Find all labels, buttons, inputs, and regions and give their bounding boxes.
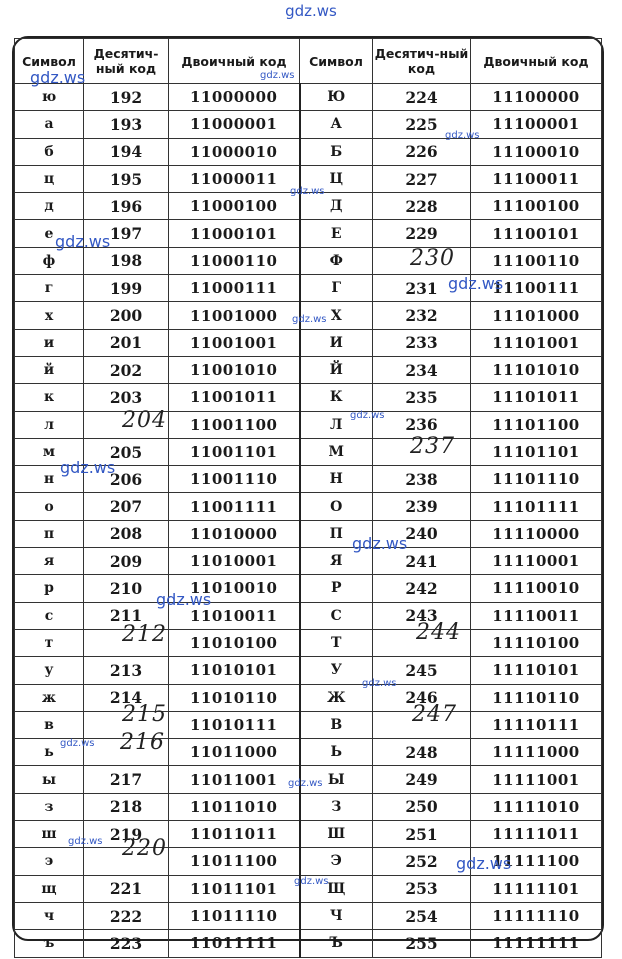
binary-cell: 11100100: [471, 193, 602, 220]
binary-cell: 11110010: [471, 575, 602, 602]
table-row: [15, 548, 602, 575]
binary-cell: 11100000: [471, 84, 602, 111]
binary-cell: 11010000: [169, 520, 300, 547]
symbol-cell: Я: [300, 548, 373, 575]
decimal-cell: 238: [373, 466, 471, 493]
symbol-cell: п: [15, 520, 84, 547]
table-row: [15, 84, 602, 111]
symbol-cell: Й: [300, 356, 373, 383]
decimal-cell: 233: [373, 329, 471, 356]
table-row: [15, 821, 602, 848]
table-row: [15, 384, 602, 411]
symbol-cell: ф: [15, 247, 84, 274]
symbol-cell: Щ: [300, 875, 373, 902]
binary-cell: 11000011: [169, 165, 300, 192]
symbol-cell: Л: [300, 411, 373, 438]
table-row: [15, 657, 602, 684]
table-row: [15, 739, 602, 766]
decimal-cell: 209: [84, 548, 169, 575]
watermark: gdz.ws: [290, 186, 325, 197]
decimal-cell: 226: [373, 138, 471, 165]
table-row: [15, 329, 602, 356]
symbol-cell: М: [300, 438, 373, 465]
decimal-cell: 213: [84, 657, 169, 684]
header-binary-2: Двоичный код: [471, 39, 602, 84]
symbol-cell: Ж: [300, 684, 373, 711]
decimal-cell: 255: [373, 930, 471, 957]
handwritten-247: 247: [412, 702, 457, 727]
symbol-cell: ч: [15, 902, 84, 929]
decimal-cell: 251: [373, 821, 471, 848]
handwritten-212: 212: [122, 622, 167, 647]
symbol-cell: з: [15, 793, 84, 820]
symbol-cell: и: [15, 329, 84, 356]
binary-cell: 11111000: [471, 739, 602, 766]
binary-cell: 11101000: [471, 302, 602, 329]
header-decimal-2: Десятич-ный код: [373, 39, 471, 84]
table-row: [15, 111, 602, 138]
handwritten-220: 220: [122, 836, 167, 861]
binary-cell: 11100101: [471, 220, 602, 247]
decimal-cell: 205: [84, 438, 169, 465]
symbol-cell: С: [300, 602, 373, 629]
header-symbol: Символ: [15, 39, 84, 84]
symbol-cell: г: [15, 275, 84, 302]
decimal-cell: 240: [373, 520, 471, 547]
header-symbol-2: Символ: [300, 39, 373, 84]
decimal-cell: 236: [373, 411, 471, 438]
decimal-cell: 225: [373, 111, 471, 138]
watermark: gdz.ws: [448, 274, 504, 293]
watermark: gdz.ws: [292, 314, 327, 325]
decimal-cell: 228: [373, 193, 471, 220]
binary-cell: 11110100: [471, 629, 602, 656]
symbol-cell: Ч: [300, 902, 373, 929]
binary-cell: 11111001: [471, 766, 602, 793]
binary-cell: 11100010: [471, 138, 602, 165]
binary-cell: 11100111: [471, 275, 602, 302]
handwritten-237: 237: [410, 434, 455, 459]
table-row: [15, 275, 602, 302]
watermark: gdz.ws: [456, 854, 512, 873]
binary-cell: 11011011: [169, 821, 300, 848]
symbol-cell: р: [15, 575, 84, 602]
watermark: gdz.ws: [156, 590, 212, 609]
binary-cell: 11001001: [169, 329, 300, 356]
binary-cell: 11011100: [169, 848, 300, 875]
symbol-cell: о: [15, 493, 84, 520]
table-row: [15, 356, 602, 383]
binary-cell: 11111111: [471, 930, 602, 957]
binary-cell: 11110011: [471, 602, 602, 629]
symbol-cell: ю: [15, 84, 84, 111]
decimal-cell: 198: [84, 247, 169, 274]
watermark: gdz.ws: [55, 232, 111, 251]
watermark: gdz.ws: [60, 458, 116, 477]
binary-cell: 11001101: [169, 438, 300, 465]
symbol-cell: а: [15, 111, 84, 138]
symbol-cell: У: [300, 657, 373, 684]
symbol-cell: Ы: [300, 766, 373, 793]
decimal-cell: 195: [84, 165, 169, 192]
table-row: [15, 848, 602, 875]
decimal-cell: 218: [84, 793, 169, 820]
symbol-cell: т: [15, 629, 84, 656]
decimal-cell: 224: [373, 84, 471, 111]
decimal-cell: 211: [84, 602, 169, 629]
binary-cell: 11010100: [169, 629, 300, 656]
decimal-cell: 219: [84, 821, 169, 848]
symbol-cell: л: [15, 411, 84, 438]
decimal-cell: 223: [84, 930, 169, 957]
symbol-cell: я: [15, 548, 84, 575]
binary-cell: 11000010: [169, 138, 300, 165]
binary-cell: 11011010: [169, 793, 300, 820]
top-watermark: gdz.ws: [285, 2, 337, 20]
watermark: gdz.ws: [445, 130, 480, 141]
watermark: gdz.ws: [68, 836, 103, 847]
binary-cell: 11011000: [169, 739, 300, 766]
binary-cell: 11101111: [471, 493, 602, 520]
table-row: [15, 902, 602, 929]
binary-cell: 11110111: [471, 711, 602, 738]
binary-cell: 11001110: [169, 466, 300, 493]
symbol-cell: в: [15, 711, 84, 738]
decimal-cell: 193: [84, 111, 169, 138]
decimal-cell: 245: [373, 657, 471, 684]
symbol-cell: Э: [300, 848, 373, 875]
decimal-cell: 207: [84, 493, 169, 520]
symbol-cell: Е: [300, 220, 373, 247]
watermark: gdz.ws: [350, 410, 385, 421]
decimal-cell: 227: [373, 165, 471, 192]
decimal-cell: 201: [84, 329, 169, 356]
table-row: [15, 930, 602, 957]
binary-cell: 11111011: [471, 821, 602, 848]
symbol-cell: Ф: [300, 247, 373, 274]
table-row: [15, 602, 602, 629]
symbol-cell: Р: [300, 575, 373, 602]
decimal-cell: 196: [84, 193, 169, 220]
decimal-cell: 252: [373, 848, 471, 875]
table-row: [15, 138, 602, 165]
decimal-cell: 235: [373, 384, 471, 411]
symbol-cell: Н: [300, 466, 373, 493]
binary-cell: 11101101: [471, 438, 602, 465]
header-row: [15, 39, 602, 84]
symbol-cell: Ю: [300, 84, 373, 111]
symbol-cell: П: [300, 520, 373, 547]
decimal-cell: 234: [373, 356, 471, 383]
decimal-cell: 222: [84, 902, 169, 929]
symbol-cell: е: [15, 220, 84, 247]
binary-cell: 11101110: [471, 466, 602, 493]
decimal-cell: 254: [373, 902, 471, 929]
symbol-cell: ъ: [15, 930, 84, 957]
symbol-cell: с: [15, 602, 84, 629]
binary-cell: 11101010: [471, 356, 602, 383]
binary-cell: 11101001: [471, 329, 602, 356]
symbol-cell: О: [300, 493, 373, 520]
symbol-cell: В: [300, 711, 373, 738]
binary-cell: 11101100: [471, 411, 602, 438]
handwritten-230: 230: [410, 246, 455, 271]
symbol-cell: щ: [15, 875, 84, 902]
decimal-cell: 203: [84, 384, 169, 411]
symbol-cell: ш: [15, 821, 84, 848]
decimal-cell: 246: [373, 684, 471, 711]
symbol-cell: К: [300, 384, 373, 411]
symbol-cell: ь: [15, 739, 84, 766]
binary-cell: 11110110: [471, 684, 602, 711]
binary-cell: 11000111: [169, 275, 300, 302]
symbol-cell: ц: [15, 165, 84, 192]
symbol-cell: ж: [15, 684, 84, 711]
binary-cell: 11100110: [471, 247, 602, 274]
binary-cell: 11100011: [471, 165, 602, 192]
header-binary: Двоичный код: [169, 39, 300, 84]
table-row: [15, 247, 602, 274]
encoding-table: [14, 38, 602, 958]
binary-cell: 11000100: [169, 193, 300, 220]
symbol-cell: б: [15, 138, 84, 165]
decimal-cell: 214: [84, 684, 169, 711]
decimal-cell: 221: [84, 875, 169, 902]
decimal-cell: 242: [373, 575, 471, 602]
symbol-cell: м: [15, 438, 84, 465]
binary-cell: 11010101: [169, 657, 300, 684]
binary-cell: 11000110: [169, 247, 300, 274]
binary-cell: 11010011: [169, 602, 300, 629]
symbol-cell: Д: [300, 193, 373, 220]
decimal-cell: 229: [373, 220, 471, 247]
table-row: [15, 684, 602, 711]
header-decimal: Десятич-ный код: [84, 39, 169, 84]
handwritten-216: 216: [120, 730, 165, 755]
watermark: gdz.ws: [260, 70, 295, 81]
table-row: [15, 793, 602, 820]
decimal-cell: 194: [84, 138, 169, 165]
table-row: [15, 575, 602, 602]
decimal-cell: 197: [84, 220, 169, 247]
encoding-table-frame: [12, 36, 604, 953]
binary-cell: 11111101: [471, 875, 602, 902]
decimal-cell: 199: [84, 275, 169, 302]
binary-cell: 11001011: [169, 384, 300, 411]
handwritten-204: 204: [122, 408, 167, 433]
symbol-cell: Ш: [300, 821, 373, 848]
decimal-cell: 202: [84, 356, 169, 383]
binary-cell: 11010001: [169, 548, 300, 575]
binary-cell: 11101011: [471, 384, 602, 411]
table-row: [15, 520, 602, 547]
binary-cell: 11011001: [169, 766, 300, 793]
table-row: [15, 711, 602, 738]
binary-cell: 11111010: [471, 793, 602, 820]
decimal-cell: 248: [373, 739, 471, 766]
symbol-cell: Б: [300, 138, 373, 165]
binary-cell: 11001000: [169, 302, 300, 329]
symbol-cell: А: [300, 111, 373, 138]
handwritten-244: 244: [416, 620, 461, 645]
symbol-cell: н: [15, 466, 84, 493]
decimal-cell: 243: [373, 602, 471, 629]
decimal-cell: 200: [84, 302, 169, 329]
decimal-cell: 210: [84, 575, 169, 602]
watermark: gdz.ws: [294, 876, 329, 887]
decimal-cell: 208: [84, 520, 169, 547]
decimal-cell: 232: [373, 302, 471, 329]
table-row: [15, 493, 602, 520]
symbol-cell: Х: [300, 302, 373, 329]
decimal-cell: 250: [373, 793, 471, 820]
watermark: gdz.ws: [352, 534, 408, 553]
decimal-cell: 192: [84, 84, 169, 111]
binary-cell: 11110001: [471, 548, 602, 575]
binary-cell: 11001111: [169, 493, 300, 520]
table-row: [15, 629, 602, 656]
decimal-cell: 231: [373, 275, 471, 302]
binary-cell: 11010111: [169, 711, 300, 738]
decimal-cell: 239: [373, 493, 471, 520]
watermark: gdz.ws: [362, 678, 397, 689]
binary-cell: 11010110: [169, 684, 300, 711]
watermark: gdz.ws: [60, 738, 95, 749]
symbol-cell: И: [300, 329, 373, 356]
symbol-cell: х: [15, 302, 84, 329]
binary-cell: 11111110: [471, 902, 602, 929]
binary-cell: 11100001: [471, 111, 602, 138]
symbol-cell: Т: [300, 629, 373, 656]
symbol-cell: к: [15, 384, 84, 411]
decimal-cell: 217: [84, 766, 169, 793]
symbol-cell: э: [15, 848, 84, 875]
watermark: gdz.ws: [30, 68, 86, 87]
binary-cell: 11110101: [471, 657, 602, 684]
symbol-cell: у: [15, 657, 84, 684]
binary-cell: 11001100: [169, 411, 300, 438]
binary-cell: 11000000: [169, 84, 300, 111]
binary-cell: 11011111: [169, 930, 300, 957]
symbol-cell: д: [15, 193, 84, 220]
handwritten-215: 215: [122, 702, 167, 727]
binary-cell: 11000001: [169, 111, 300, 138]
binary-cell: 11011110: [169, 902, 300, 929]
decimal-cell: 241: [373, 548, 471, 575]
symbol-cell: ы: [15, 766, 84, 793]
binary-cell: 11001010: [169, 356, 300, 383]
decimal-cell: 249: [373, 766, 471, 793]
binary-cell: 11010010: [169, 575, 300, 602]
symbol-cell: Ъ: [300, 930, 373, 957]
symbol-cell: Ц: [300, 165, 373, 192]
table-row: [15, 411, 602, 438]
binary-cell: 11111100: [471, 848, 602, 875]
symbol-cell: З: [300, 793, 373, 820]
symbol-cell: й: [15, 356, 84, 383]
decimal-cell: 206: [84, 466, 169, 493]
binary-cell: 11011101: [169, 875, 300, 902]
binary-cell: 11000101: [169, 220, 300, 247]
decimal-cell: 253: [373, 875, 471, 902]
symbol-cell: Г: [300, 275, 373, 302]
binary-cell: 11110000: [471, 520, 602, 547]
symbol-cell: Ь: [300, 739, 373, 766]
watermark: gdz.ws: [288, 778, 323, 789]
